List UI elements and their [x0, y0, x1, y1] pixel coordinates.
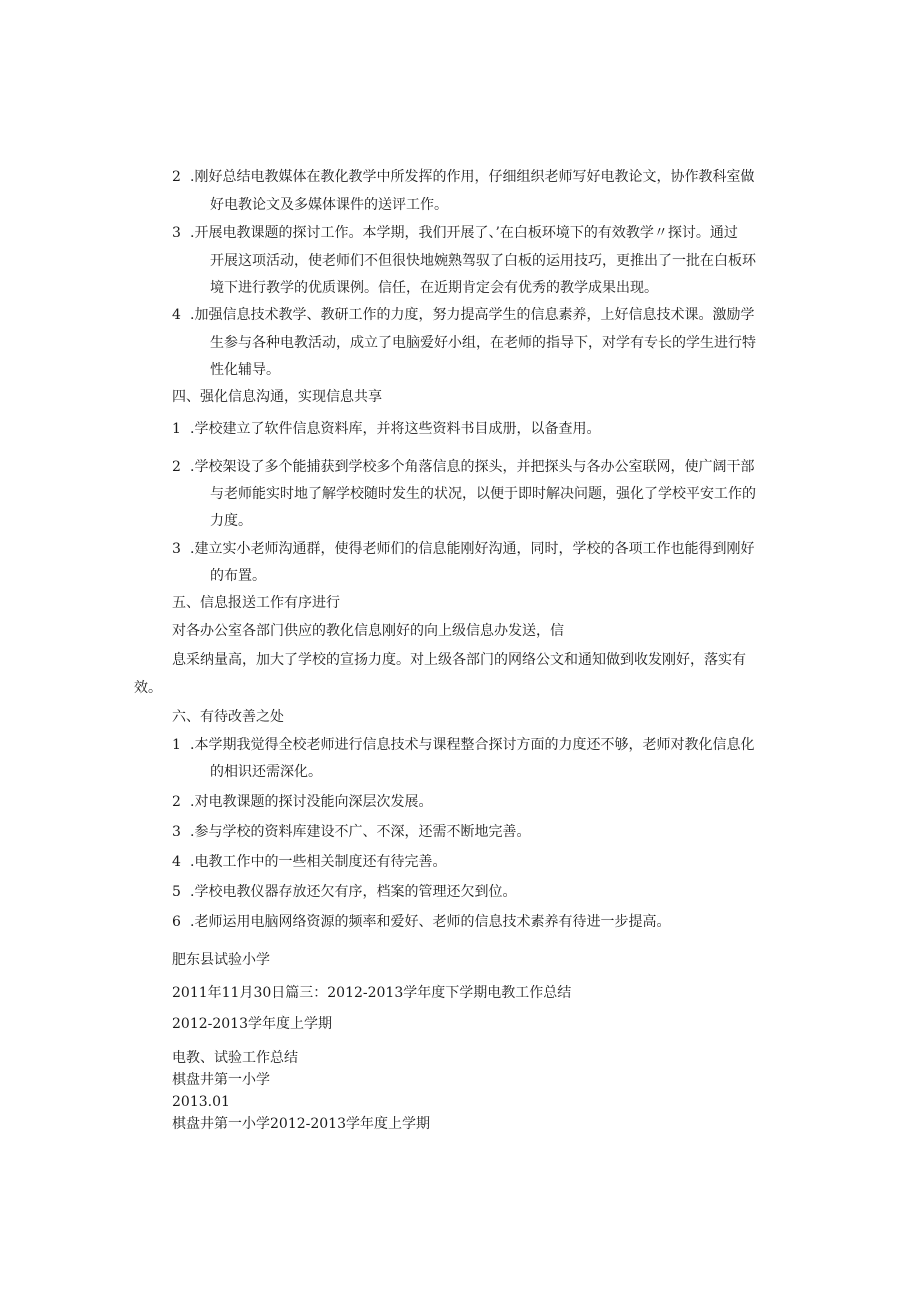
list-number: 3: [172, 225, 181, 241]
paragraph-line: 生参与各种电教活动，成立了电脑爱好小组，在老师的指导下，对学有专长的学生进行特: [210, 335, 756, 351]
list-number: 4: [172, 854, 181, 870]
footer-line: 棋盘井第一小学2012-2013学年度上学期: [172, 1116, 430, 1132]
paragraph-line: .学校建立了软件信息资料库，并将这些资料书目成册，以备查用。: [190, 421, 601, 437]
term-line: 2012-2013学年度上学期: [172, 1016, 332, 1032]
paragraph-line: .学校电教仪器存放还欠有序，档案的管理还欠到位。: [190, 884, 517, 900]
date-line: 2013.01: [172, 1094, 230, 1110]
paragraph-line: 的相识还需深化。: [210, 764, 322, 780]
section-heading: 五、信息报送工作有序进行: [172, 595, 340, 611]
section-heading: 四、强化信息沟通，实现信息共享: [172, 389, 382, 405]
paragraph-line: .电教工作中的一些相关制度还有待完善。: [190, 854, 447, 870]
school-name: 肥东县试验小学: [172, 952, 270, 968]
paragraph-line: .刚好总结电教媒体在教化教学中所发挥的作用，仔细组织老师写好电教论文，协作教科室做: [190, 169, 755, 185]
list-number: 5: [172, 884, 181, 900]
school-name-2: 棋盘井第一小学: [172, 1072, 270, 1088]
list-number: 2: [172, 459, 181, 475]
date-title-line: 2011年11月30日篇三：2012-2013学年度下学期电教工作总结: [172, 985, 572, 1001]
paragraph-line: .建立实小老师沟通群，使得老师们的信息能刚好沟通，同时，学校的各项工作也能得到刚好: [190, 541, 755, 557]
paragraph-line: 效。: [134, 680, 162, 696]
list-number: 6: [172, 914, 181, 930]
paragraph-line: .对电教课题的探讨没能向深层次发展。: [190, 794, 433, 810]
list-number: 4: [172, 307, 181, 323]
paragraph-line: .参与学校的资料库建设不广、不深，还需不断地完善。: [190, 824, 531, 840]
paragraph-line: .学校架设了多个能捕获到学校多个角落信息的探头，并把探头与各办公室联网，使广阔干部: [190, 459, 755, 475]
list-number: 1: [172, 737, 181, 753]
list-number: 2: [172, 794, 181, 810]
paragraph-line: 对各办公室各部门供应的教化信息刚好的向上级信息办发送，信: [172, 623, 564, 639]
list-number: 1: [172, 421, 181, 437]
paragraph-line: .本学期我觉得全校老师进行信息技术与课程整合探讨方面的力度还不够，老师对教化信息化: [190, 737, 755, 753]
paragraph-line: 息采纳量高，加大了学校的宣扬力度。对上级各部门的网络公文和通知做到收发刚好，落实有: [172, 652, 746, 668]
paragraph-line: .老师运用电脑网络资源的频率和爱好、老师的信息技术素养有待进一步提高。: [190, 914, 671, 930]
section-heading: 六、有待改善之处: [172, 709, 284, 725]
paragraph-line: 境下进行教学的优质课例。信任，在近期肯定会有优秀的教学成果出现。: [210, 280, 658, 296]
paragraph-line: 与老师能实时地了解学校随时发生的状况，以便于即时解决问题，强化了学校平安工作的: [210, 486, 756, 502]
list-number: 3: [172, 541, 181, 557]
report-title: 电教、试验工作总结: [172, 1050, 298, 1066]
paragraph-line: 开展这项活动，使老师们不但很快地婉熟驾驭了白板的运用技巧，更推出了一批在白板环: [210, 253, 756, 269]
paragraph-line: 力度。: [210, 513, 252, 529]
paragraph-line: 性化辅导。: [210, 362, 280, 378]
list-number: 2: [172, 169, 181, 185]
list-number: 3: [172, 824, 181, 840]
paragraph-line: 好电教论文及多媒体课件的送评工作。: [210, 197, 448, 213]
paragraph-line: .加强信息技术教学、教研工作的力度，努力提高学生的信息素养，上好信息技术课。激励学: [190, 307, 755, 323]
paragraph-line: .开展电教课题的探讨工作。本学期，我们开展了、’在白板环境下的有效教学〃探讨。通过: [190, 225, 738, 241]
paragraph-line: 的布置。: [210, 568, 266, 584]
